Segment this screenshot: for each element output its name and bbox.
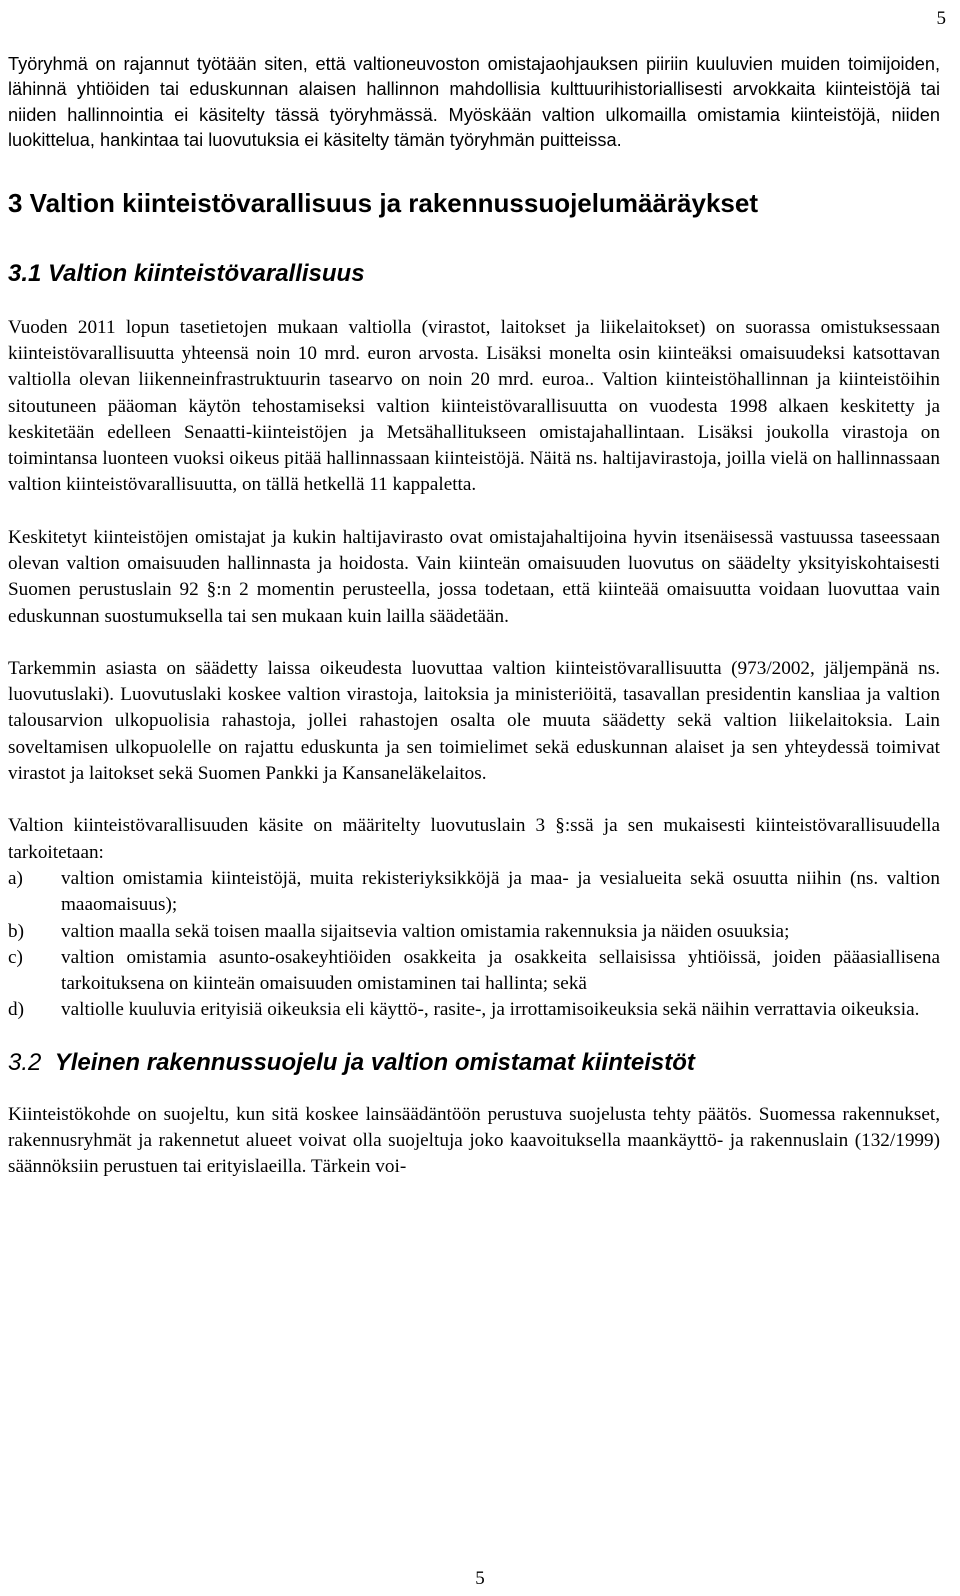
section-3-2-heading: [8, 1048, 940, 1078]
list-marker: d): [8, 999, 24, 1021]
section-3-2-number: 3.2: [8, 1048, 42, 1076]
list-item-a: [8, 866, 940, 919]
section-3-2-title: Yleinen rakennussuojelu ja valtion omistamat kiinteistöt: [54, 1048, 695, 1076]
definition-list: [8, 866, 940, 1024]
intro-paragraph: Työryhmä on rajannut työtään siten, että valtioneuvoston omistajaohjauksen piiriin kuuluvien muiden toimijoiden, lähinnä yhtiöiden tai eduskunnan alaisen hallinnon mahdollisia kulttuurihistoriallisesti arvokkaita kiinteistöjä tai niiden hallinnointia ei käsitelty tässä työryhmässä. Myöskään valtion ulkomailla omistamia kiinteistöjä, niiden luokittelua, hankintaa tai luovutuksia ei käsitelty tämän työryhmän puitteissa.: [8, 54, 940, 151]
list-text: valtiolle kuuluvia erityisiä oikeuksia eli käyttö-, rasite-, ja irrottamisoikeuksia sekä näihin verrattavia oikeuksia.: [61, 999, 920, 1021]
paragraph-3-1-b: Keskitetyt kiinteistöjen omistajat ja kukin haltijavirasto ovat omistajahaltijoina hyvin itsenäisessä vastuussa taseessaan olevan valtion omaisuuden hallinnasta ja hoidosta. Vain kiinteän omaisuuden luovutus on säädelty yksityiskohtaisesti Suomen perustuslain 92 §:n 2 momentin perusteella, jossa todetaan, että kiinteää omaisuutta voidaan luovuttaa vain eduskunnan suostumuksella tai sen mukaan kuin lailla säädetään.: [8, 526, 940, 627]
list-item-b: [8, 919, 940, 945]
list-item-c: [8, 945, 940, 998]
list-marker: b): [8, 920, 24, 942]
paragraph-3-1-d: Valtion kiinteistövarallisuuden käsite on määritelty luovutuslain 3 §:ssä ja sen mukaisesti kiinteistövarallisuudella tarkoitetaan:: [8, 815, 940, 863]
list-text: valtion omistamia kiinteistöjä, muita rekisteriyksikköjä ja maa- ja vesialueita sekä osuutta niihin (ns. valtion maaomaisuus);: [61, 867, 940, 916]
list-text: valtion maalla sekä toisen maalla sijaitsevia valtion omistamia rakennuksia ja näiden osuuksia;: [61, 920, 790, 942]
page-number-top: 5: [936, 8, 946, 29]
document-body: [8, 52, 940, 1181]
list-marker: c): [8, 946, 23, 968]
paragraph-3-1-a: Vuoden 2011 lopun tasetietojen mukaan valtiolla (virastot, laitokset ja liikelaitokset) on suorassa omistuksessaan kiinteistövarallisuutta yhteensä noin 10 mrd. euron arvosta. Lisäksi monelta osin kiinteäksi omaisuudeksi katsottavan valtiolla olevan liikenneinfrastruktuurin tasearvo on noin 20 mrd. euroa.. Valtion kiinteistöhallinnan ja kiinteistöihin sitoutuneen pääoman käytön tehostamiseksi valtion kiinteistövarallisuutta on vuodesta 1998 alkaen keskitetty ja keskitetään edelleen Senaatti-kiinteistöjen ja Metsähallitukseen omistajahallintaan. Lisäksi joukolla virastoja on toimintansa luonteen vuoksi oikeus pitää hallinnassaan kiinteistöjä. Näitä ns. haltijavirastoja, joilla vielä on hallinnassaan valtion kiinteistövarallisuutta, on tällä hetkellä 11 kappaletta.: [8, 316, 940, 496]
list-marker: a): [8, 867, 23, 889]
paragraph-3-1-c: Tarkemmin asiasta on säädetty laissa oikeudesta luovuttaa valtion kiinteistövarallisuutta (973/2002, jäljempänä ns. luovutuslaki). Luovutuslaki koskee valtion virastoja, laitoksia ja ministeriöitä, tasavallan presidentin kansliaa ja valtion talousarvion ulkopuolisia rahastoja, jollei rahastojen osalta ole muuta säädetty sekä valtion liikelaitoksia. Lain soveltamisen ulkopuolelle on rajattu eduskunta ja sen toimielimet sekä eduskunnan alaiset ja sen yhteydessä toimivat virastot ja laitokset sekä Suomen Pankki ja Kansaneläkelaitos.: [8, 657, 940, 785]
page-number-bottom: 5: [475, 1568, 485, 1589]
section-3-1-heading: 3.1 Valtion kiinteistövarallisuus: [8, 259, 365, 287]
section-3-heading: 3 Valtion kiinteistövarallisuus ja rakennussuojelumääräykset: [8, 187, 758, 218]
paragraph-3-2: Kiinteistökohde on suojeltu, kun sitä koskee lainsäädäntöön perustuva suojelusta tehty päätös. Suomessa rakennukset, rakennusryhmät ja rakennetut alueet voivat olla suojeltuja joko kaavoituksella maankäyttö- ja rakennuslain (132/1999) säännöksiin perustuen tai erityislaeilla. Tärkein voi-: [8, 1103, 940, 1178]
list-item-d: [8, 997, 940, 1023]
list-text: valtion omistamia asunto-osakeyhtiöiden osakkeita ja osakkeita sellaisissa yhtiöissä, joiden pääasiallisena tarkoituksena on kiinteän omaisuuden omistaminen tai hallinta; sekä: [61, 946, 940, 995]
